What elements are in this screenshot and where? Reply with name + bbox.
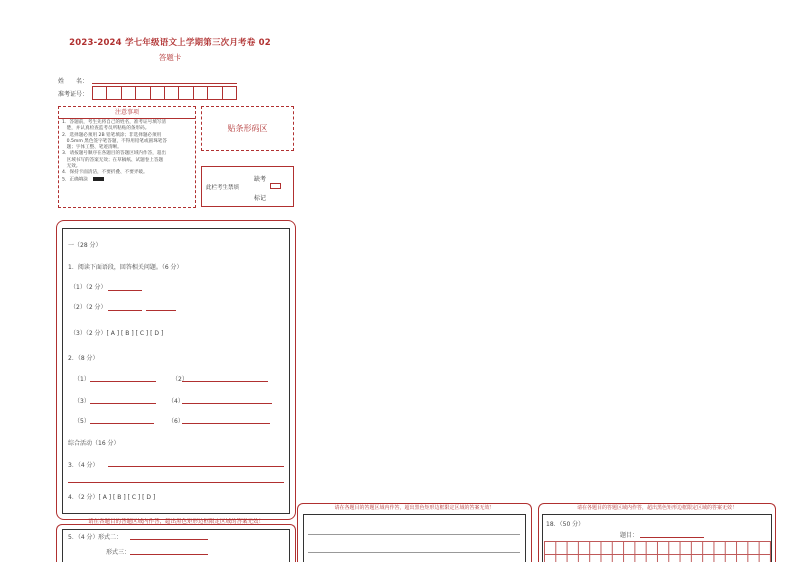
topic-answer[interactable] (640, 537, 704, 538)
q5-form2-answer[interactable] (130, 539, 208, 540)
barcode-area: 贴条形码区 (201, 106, 294, 151)
q1-1-answer[interactable] (108, 290, 142, 291)
notice-item: 题；字体工整、笔迹清晰。 (62, 145, 122, 151)
q2-item-3: （3） (74, 398, 90, 405)
col2-answer-line-2[interactable] (308, 552, 520, 553)
q2-answer-6[interactable] (182, 423, 270, 424)
essay-grid[interactable] (544, 541, 771, 562)
q1-2-label: （2）（2 分） (70, 304, 107, 311)
notice-item: 2．选择题必须用 2B 铅笔填涂；非选择题必须用 (62, 132, 162, 138)
q1-title: 1．阅读下面语段，回答相关问题。（6 分） (68, 264, 183, 271)
notice-item: 区域书写的答案无效；在草稿纸、试题卷上答题 (62, 157, 164, 163)
section-title: 一（28 分） (68, 242, 102, 249)
id-label: 准考证号： (58, 91, 89, 98)
q1-1-label: （1）（2 分） (70, 284, 107, 291)
notice-item: 4．保持卡面清洁，不要折叠、不要弄破。 (62, 170, 148, 176)
name-field[interactable] (92, 83, 237, 84)
q1-2-answer-a[interactable] (108, 310, 142, 311)
absent-box (201, 166, 294, 207)
warning-text: 请在各题目的答题区域内作答，超出黑色矩形边框限定区域的答案无效！ (87, 519, 264, 525)
answer-section-col2-inner (303, 514, 526, 562)
notice-item: 1．答题前，考生先将自己的姓名，准考证号填写清 (62, 120, 166, 125)
q2-answer-5[interactable] (90, 423, 154, 424)
activity-title: 综合活动（16 分） (68, 440, 120, 447)
page-subtitle: 答题卡 (158, 53, 182, 62)
page-title: 2023-2024 学七年级语文上学期第三次月考卷 02 (69, 38, 271, 48)
absent-line1: 缺考 (254, 176, 267, 183)
col2-answer-line-1[interactable] (308, 534, 520, 535)
q5-label: 5．（4 分） (68, 534, 99, 541)
absent-checkbox[interactable] (270, 183, 281, 189)
warning-text-col2: 请在各题目的答题区域内作答，超出黑色矩形边框限定区域的答案无效！ (334, 505, 495, 511)
q2-item-6: （6） (168, 418, 184, 425)
q2-item-1: （1） (74, 376, 90, 383)
notice-item: 楚，并认真检查监考员所粘贴的条形码。 (62, 126, 150, 132)
q4-choices[interactable]: 4．（2 分）[ A ] [ B ] [ C ] [ D ] (68, 494, 156, 501)
id-boxes[interactable] (92, 86, 237, 100)
notice-body (62, 120, 192, 183)
q2-answer-4[interactable] (182, 403, 272, 404)
q1-2-answer-b[interactable] (146, 310, 176, 311)
q5-form2-label: 形式二： (98, 534, 123, 541)
notice-item: 0.5mm 黑色签字笔答题，不得用铅笔或圆珠笔答 (62, 138, 167, 144)
q2-item-4: （4） (168, 398, 184, 405)
absent-line2: 标记 (254, 195, 267, 202)
topic-label: 题目： (620, 532, 639, 539)
q2-title: 2．（8 分） (68, 355, 99, 362)
q18-label: 18．（50 分） (546, 521, 585, 528)
q3-answer-line-2[interactable] (68, 482, 284, 483)
q2-answer-2[interactable] (182, 381, 268, 382)
absent-fill-label: 此栏考生禁填 (206, 185, 240, 191)
notice-item: 5．正确填涂 (62, 177, 192, 184)
notice-title: 注意事项 (59, 107, 195, 119)
name-label: 姓 名： (58, 78, 89, 85)
q2-answer-3[interactable] (90, 403, 156, 404)
q2-item-5: （5） (74, 418, 90, 425)
q2-answer-1[interactable] (90, 381, 156, 382)
q5-form3-label: 形式三： (106, 549, 131, 556)
q5-form3-answer[interactable] (130, 554, 208, 555)
warning-text-col3: 请在各题目的答题区域内作答，超出黑色矩形边框限定区域的答案无效！ (576, 505, 737, 511)
notice-item: 3．请按题号顺序在各题目的答题区域内作答，超出 (62, 151, 166, 157)
notice-box (58, 106, 196, 208)
q3-label: 3．（4 分） (68, 462, 99, 469)
q1-3-choices[interactable]: （3）（2 分）[ A ] [ B ] [ C ] [ D ] (70, 330, 164, 337)
notice-item: 无效。 (62, 164, 81, 170)
q3-answer-line-1[interactable] (108, 466, 284, 467)
filled-mark-icon (93, 177, 104, 181)
q2-item-2: （2） (172, 376, 188, 383)
